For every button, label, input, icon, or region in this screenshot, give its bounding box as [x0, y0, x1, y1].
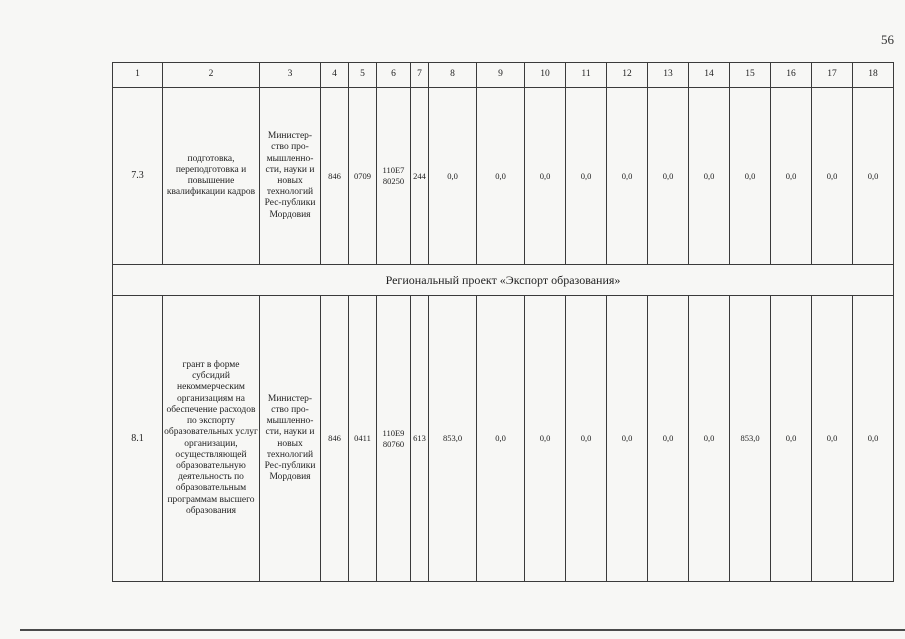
row-value: 0,0 [812, 88, 853, 265]
header-cell: 17 [812, 63, 853, 88]
row-value: 0,0 [730, 88, 771, 265]
bottom-rule [20, 629, 905, 631]
row-col7: 613 [411, 296, 429, 582]
row-value: 0,0 [689, 88, 730, 265]
row-index: 8.1 [113, 296, 163, 582]
row-col4: 846 [321, 296, 349, 582]
row-organization: Министер-ство про-мышленно-сти, науки и новых технологий Рес-публики Мордовия [260, 296, 321, 582]
row-organization: Министер-ство про-мышленно-сти, науки и новых технологий Рес-публики Мордовия [260, 88, 321, 265]
row-name: подготовка, переподготовка и повышение квалификации кадров [163, 88, 260, 265]
budget-table [112, 62, 894, 582]
row-value: 0,0 [812, 296, 853, 582]
row-value: 0,0 [429, 88, 477, 265]
row-value: 0,0 [566, 88, 607, 265]
row-value: 0,0 [607, 296, 648, 582]
header-cell: 11 [566, 63, 607, 88]
row-value: 853,0 [730, 296, 771, 582]
header-cell: 3 [260, 63, 321, 88]
row-value: 853,0 [429, 296, 477, 582]
header-cell: 15 [730, 63, 771, 88]
row-value: 0,0 [853, 296, 894, 582]
header-cell: 6 [377, 63, 411, 88]
section-row [113, 265, 894, 296]
section-title: Региональный проект «Экспорт образования» [113, 265, 894, 296]
header-cell: 14 [689, 63, 730, 88]
header-cell: 1 [113, 63, 163, 88]
header-cell: 2 [163, 63, 260, 88]
header-cell: 5 [349, 63, 377, 88]
table-row [113, 88, 894, 265]
row-value: 0,0 [648, 296, 689, 582]
header-cell: 18 [853, 63, 894, 88]
row-col6: 110E7 80250 [377, 88, 411, 265]
row-col6: 110E9 80760 [377, 296, 411, 582]
row-value: 0,0 [648, 88, 689, 265]
header-cell: 13 [648, 63, 689, 88]
header-cell: 9 [477, 63, 525, 88]
row-col5: 0709 [349, 88, 377, 265]
header-cell: 12 [607, 63, 648, 88]
header-row [113, 63, 894, 88]
row-name: грант в форме субсидий некоммерческим организациям на обеспечение расходов по экспорту образовательных услуг организации, осуществляющей образовательную деятельность по образовательным программам высшего образования [163, 296, 260, 582]
page-number: 56 [881, 32, 894, 47]
row-col4: 846 [321, 88, 349, 265]
row-value: 0,0 [607, 88, 648, 265]
header-cell: 10 [525, 63, 566, 88]
row-col5: 0411 [349, 296, 377, 582]
row-col7: 244 [411, 88, 429, 265]
row-value: 0,0 [477, 88, 525, 265]
row-value: 0,0 [771, 296, 812, 582]
row-value: 0,0 [566, 296, 607, 582]
row-value: 0,0 [853, 88, 894, 265]
header-cell: 16 [771, 63, 812, 88]
row-value: 0,0 [477, 296, 525, 582]
header-cell: 4 [321, 63, 349, 88]
table-row [113, 296, 894, 582]
row-index: 7.3 [113, 88, 163, 265]
row-value: 0,0 [525, 296, 566, 582]
row-value: 0,0 [771, 88, 812, 265]
row-value: 0,0 [525, 88, 566, 265]
row-value: 0,0 [689, 296, 730, 582]
header-cell: 8 [429, 63, 477, 88]
header-cell: 7 [411, 63, 429, 88]
